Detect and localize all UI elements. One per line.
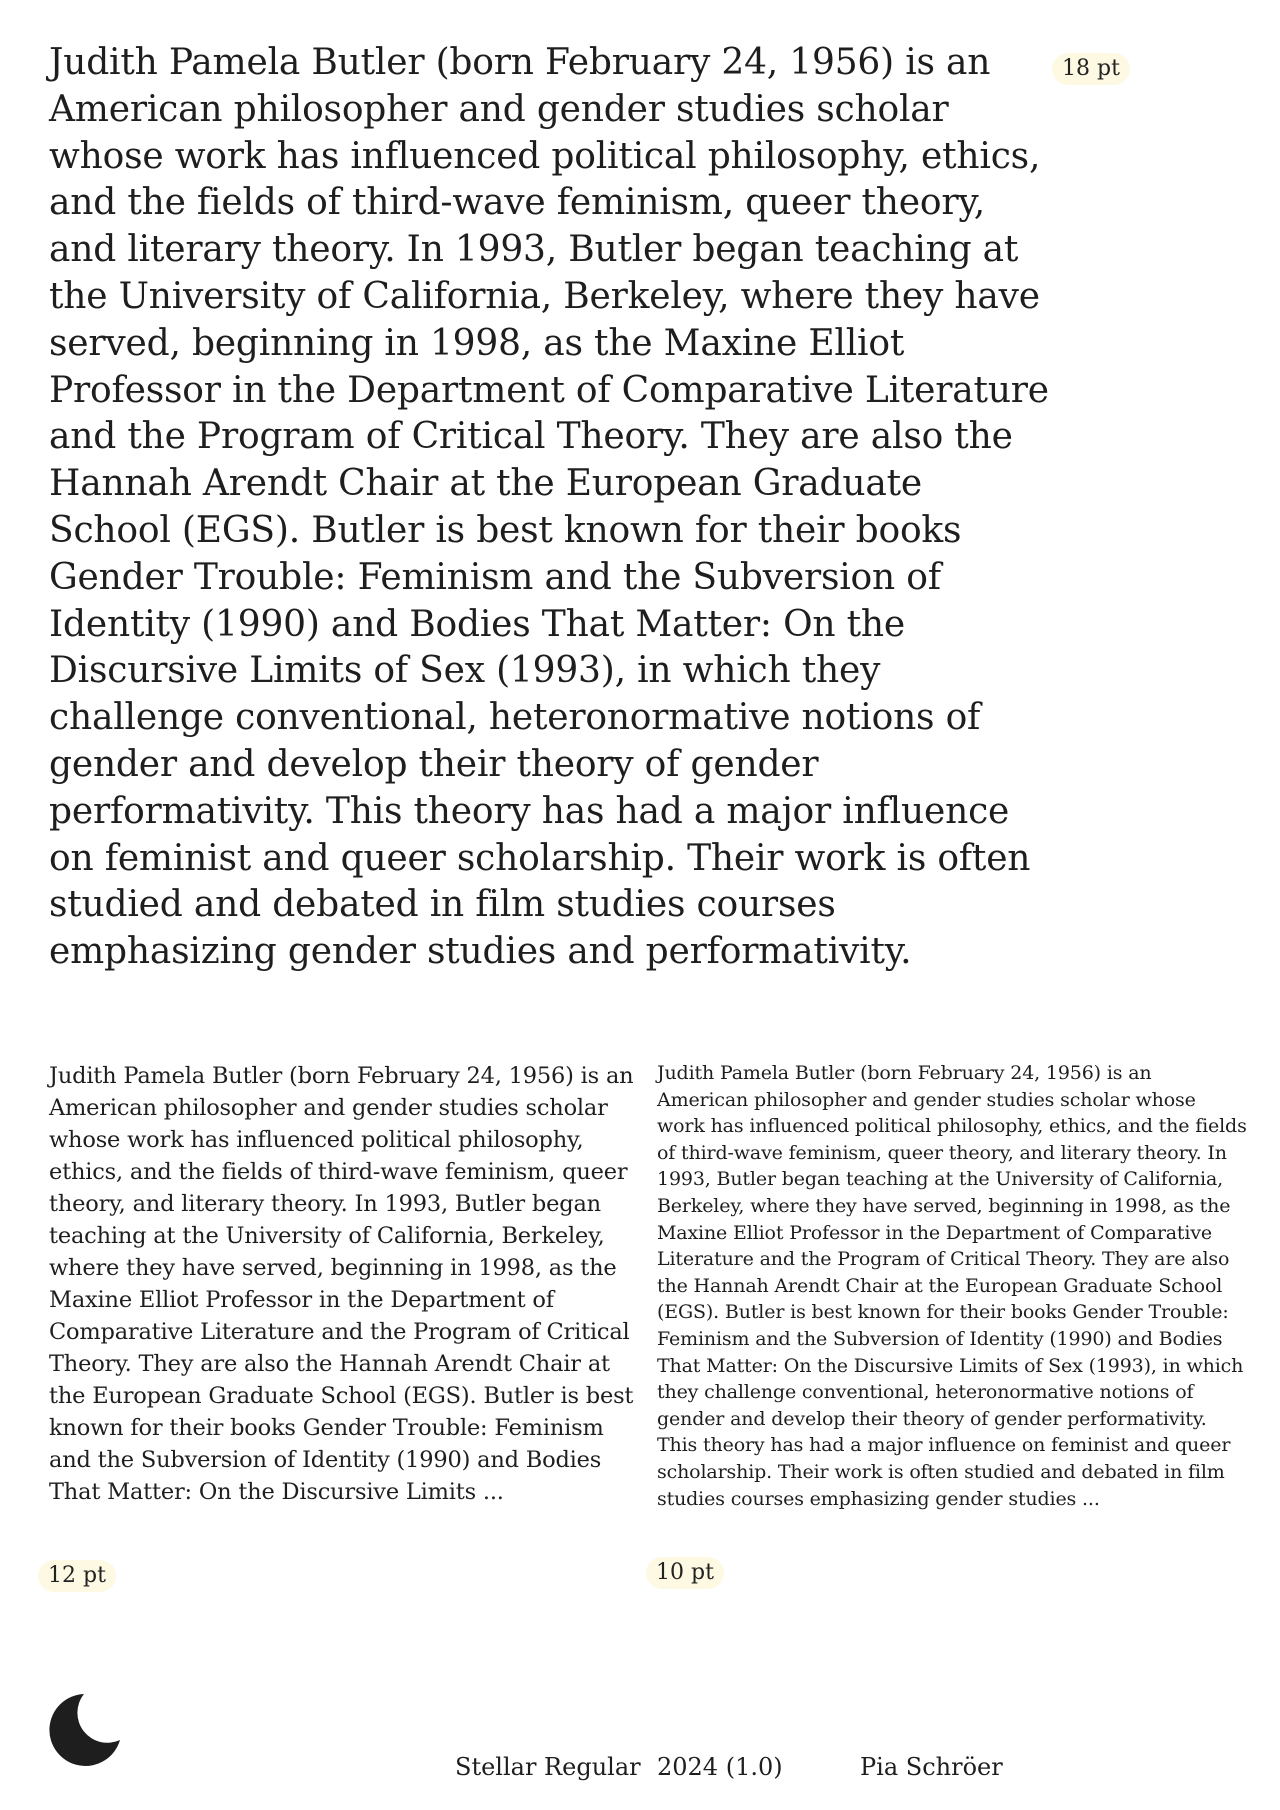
size-label-18pt: 18 pt xyxy=(1052,53,1130,85)
footer-designer: Pia Schröer xyxy=(860,1753,1003,1781)
size-label-10pt: 10 pt xyxy=(646,1557,724,1589)
specimen-text-12pt: Judith Pamela Butler (born February 24, 1956) is an American philosopher and gender studies scholar whose work has influenced political philosophy, ethics, and the fields of third-wave feminism, queer theory, and literary theory. In 1993, Butler began teaching at the University of California, Berkeley, where they have served, beginning in 1998, as the Maxine Elliot Professor in the Department of Comparative Literature and the Program of Critical Theory. They are also the Hannah Arendt Chair at the European Graduate School (EGS). Butler is best known for their books Gender Trouble: Feminism and the Subversion of Identity (1990) and Bodies That Matter: On the Discursive Limits ... xyxy=(49,1063,634,1505)
size-label-12pt: 12 pt xyxy=(38,1560,116,1592)
specimen-text-18pt: Judith Pamela Butler (born February 24, 1956) is an American philosopher and gender studies scholar whose work has influenced political philosophy, ethics, and the fields of third-wave feminism, queer theory, and literary theory. In 1993, Butler began teaching at the University of California, Berkeley, where they have served, beginning in 1998, as the Maxine Elliot Professor in the Department of Comparative Literature and the Program of Critical Theory. They are also the Hannah Arendt Chair at the European Graduate School (EGS). Butler is best known for their books Gender Trouble: Feminism and the Subversion of Identity (1990) and Bodies That Matter: On the Discursive Limits of Sex (1993), in which they challenge conventional, heteronormative notions of gender and develop their theory of gender performativity. This theory has had a major influence on feminist and queer scholarship. Their work is often studied and debated in film studies courses emphasizing gender studies and performativity. xyxy=(49,42,1049,973)
specimen-text-10pt: Judith Pamela Butler (born February 24, 1956) is an American philosopher and gender studies scholar whose work has influenced political philosophy, ethics, and the fields of third-wave feminism, queer theory, and literary theory. In 1993, Butler began teaching at the University of California, Berkeley, where they have served, beginning in 1998, as the Maxine Elliot Professor in the Department of Comparative Literature and the Program of Critical Theory. They are also the Hannah Arendt Chair at the European Graduate School (EGS). Butler is best known for their books Gender Trouble: Feminism and the Subversion of Identity (1990) and Bodies That Matter: On the Discursive Limits of Sex (1993), in which they challenge conventional, heteronormative notions of gender and develop their theory of gender performativity. This theory has had a major influence on feminist and queer scholarship. Their work is often studied and debated in film studies courses emphasizing gender studies ... xyxy=(657,1062,1247,1510)
crescent-moon-icon xyxy=(44,1690,124,1770)
footer-version: 2024 (1.0) xyxy=(657,1753,783,1781)
crescent-moon-shape xyxy=(49,1694,120,1766)
footer-font-name: Stellar Regular xyxy=(455,1753,641,1781)
